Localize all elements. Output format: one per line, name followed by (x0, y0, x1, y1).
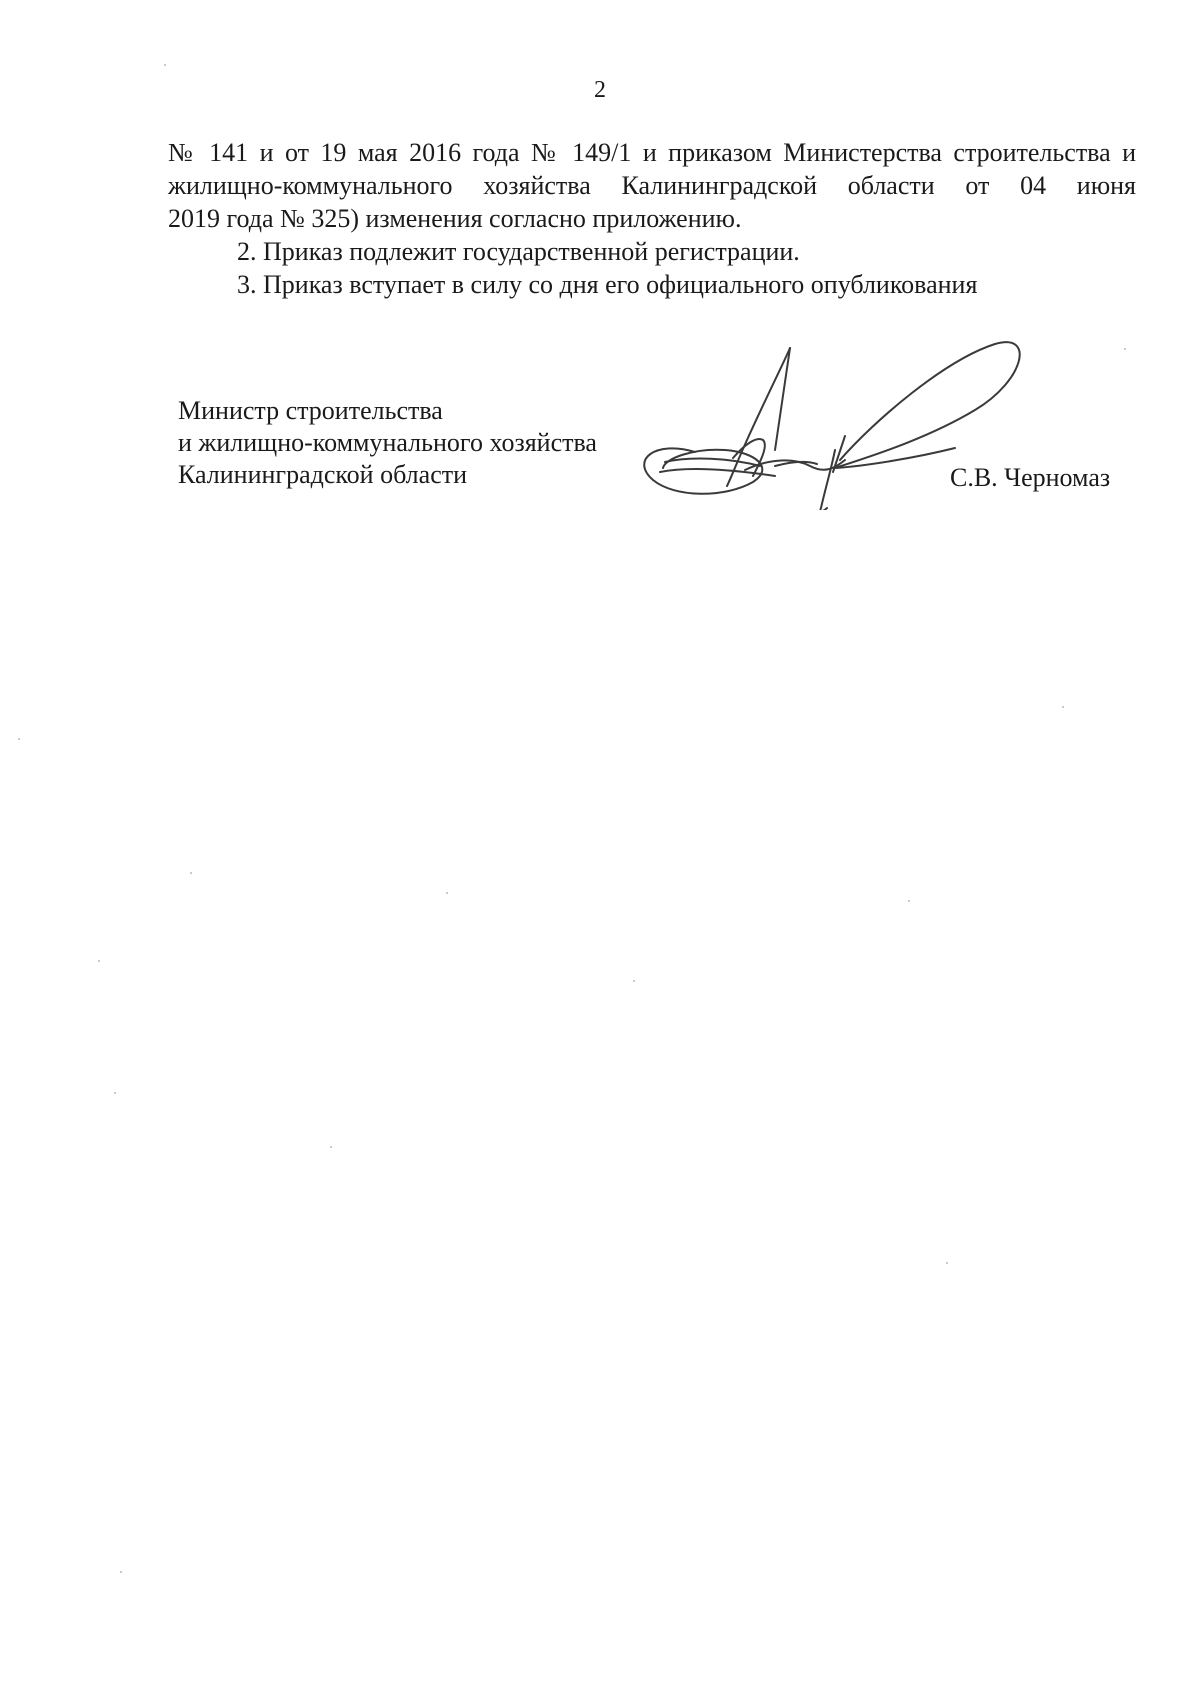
signer-name: С.В. Черномаз (950, 463, 1111, 492)
scan-speck (1124, 348, 1126, 350)
page-number: 2 (594, 77, 606, 103)
scan-speck (330, 1146, 332, 1148)
paragraph-line-1: № 141 и от 19 мая 2016 года № 149/1 и приказом Министерства строительства и (168, 138, 1136, 167)
scan-speck (908, 900, 910, 902)
signer-position-line-1: Министр строительства (178, 396, 443, 425)
scan-speck (164, 64, 166, 66)
paragraph-line-3: 2019 года № 325) изменения согласно приложению. (168, 204, 742, 233)
scan-speck (633, 980, 635, 982)
scan-speck (190, 872, 192, 874)
scan-speck (18, 738, 20, 740)
paragraph-item-2: 2. Приказ подлежит государственной регистрации. (237, 237, 800, 266)
scan-speck (1062, 706, 1064, 708)
paragraph-item-3: 3. Приказ вступает в силу со дня его официального опубликования (237, 270, 978, 299)
scan-speck (114, 1092, 116, 1094)
scan-speck (946, 1262, 948, 1264)
signer-position-line-3: Калининградской области (178, 460, 468, 489)
scan-speck (98, 960, 100, 962)
paragraph-line-2: жилищно-коммунального хозяйства Калининградской области от 04 июня (168, 171, 1136, 200)
signer-position (178, 395, 597, 491)
signer-position-line-2: и жилищно-коммунального хозяйства (178, 428, 597, 457)
scan-speck (120, 1571, 122, 1573)
scan-speck (446, 892, 448, 894)
